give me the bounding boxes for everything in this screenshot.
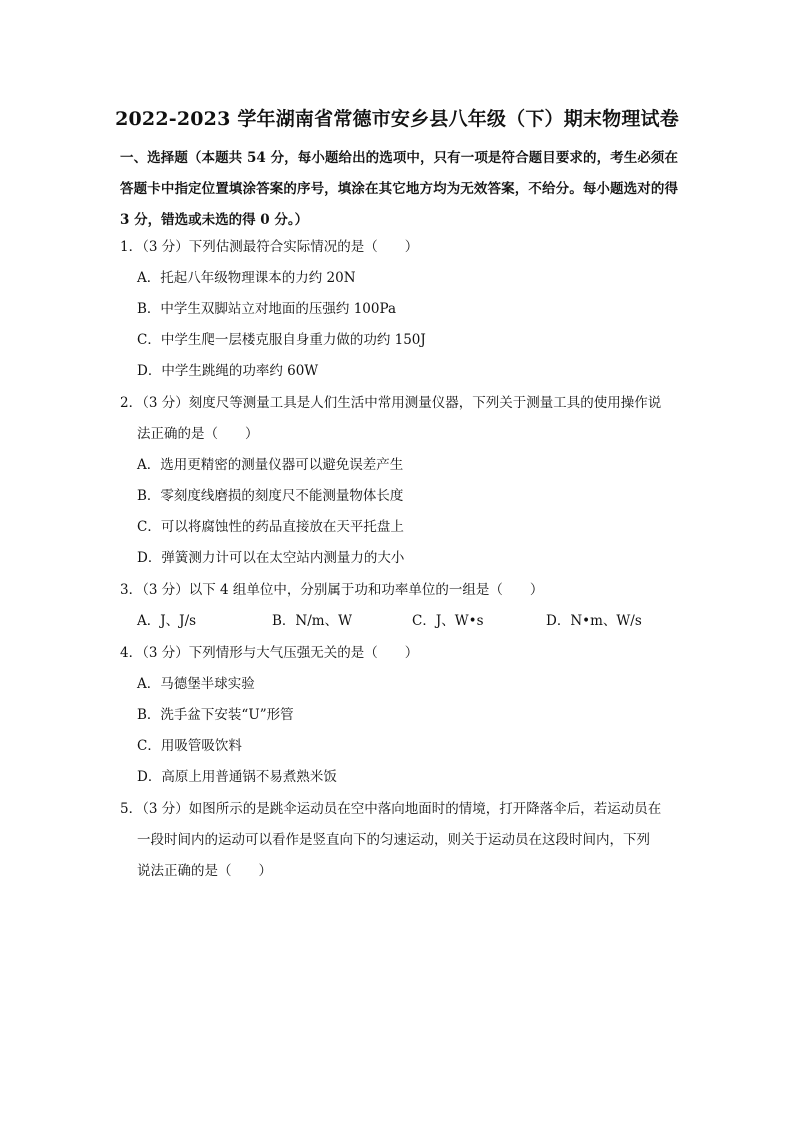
question-2-stem-line2: 法正确的是（ ）: [137, 426, 259, 442]
question-4-option-c: C．用吸管吸饮料: [137, 738, 242, 754]
question-2-option-c: C．可以将腐蚀性的药品直接放在天平托盘上: [137, 519, 404, 535]
question-2-stem-line1: 2．（3 分）刻度尺等测量工具是人们生活中常用测量仪器，下列关于测量工具的使用操作说: [120, 395, 662, 411]
section-heading: 一、选择题（本题共 54 分，每小题给出的选项中，只有一项是符合题目要求的，考生必须在答题卡中指定位置填涂答案的序号，填涂在其它地方均为无效答案，不给分。每小题选对的得 3 分，错选或未选的得 0 分。）: [120, 150, 678, 228]
question-4-option-d: D．高原上用普通锅不易煮熟米饭: [137, 769, 337, 785]
question-5-stem-line1: 5．（3 分）如图所示的是跳伞运动员在空中落向地面时的情境，打开降落伞后，若运动员在: [120, 801, 662, 817]
page-title: 2022-2023 学年湖南省常德市安乡县八年级（下）期末物理试卷: [115, 108, 679, 130]
question-4-option-b: B．洗手盆下安装“U”形管: [137, 707, 294, 723]
question-1-option-a: A．托起八年级物理课本的力约 20N: [137, 270, 356, 286]
question-3-option-d: D．N•m、W/s: [546, 613, 642, 629]
question-1-option-c: C．中学生爬一层楼克服自身重力做的功约 150J: [137, 332, 426, 348]
question-1-option-d: D．中学生跳绳的功率约 60W: [137, 363, 319, 379]
question-3-option-b: B．N/m、W: [272, 613, 352, 629]
question-3-option-a: A．J、J/s: [137, 613, 197, 629]
question-5-stem-line3: 说法正确的是（ ）: [137, 863, 272, 879]
question-1-stem: 1．（3 分）下列估测最符合实际情况的是（ ）: [120, 239, 419, 255]
question-2-option-b: B．零刻度线磨损的刻度尺不能测量物体长度: [137, 488, 404, 504]
question-1-option-b: B．中学生双脚站立对地面的压强约 100Pa: [137, 301, 397, 317]
question-3-option-c: C．J、W•s: [412, 613, 484, 629]
question-2-option-d: D．弹簧测力计可以在太空站内测量力的大小: [137, 550, 405, 566]
question-4-stem: 4．（3 分）下列情形与大气压强无关的是（ ）: [120, 645, 419, 661]
question-4-option-a: A．马德堡半球实验: [137, 676, 255, 692]
question-3-stem: 3．（3 分）以下 4 组单位中，分别属于功和功率单位的一组是（ ）: [120, 582, 544, 598]
question-5-stem-line2: 一段时间内的运动可以看作是竖直向下的匀速运动，则关于运动员在这段时间内，下列: [137, 832, 650, 848]
question-2-option-a: A．选用更精密的测量仪器可以避免误差产生: [137, 457, 404, 473]
